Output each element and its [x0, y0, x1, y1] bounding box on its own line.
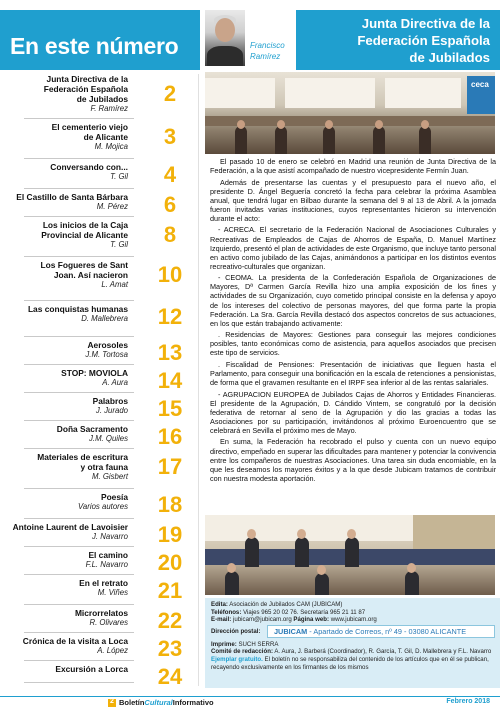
- photo-person: [245, 537, 259, 567]
- meeting-table: [205, 116, 495, 126]
- email-link[interactable]: jubicam@jubicam.org: [233, 616, 292, 624]
- credits-disclaimer: [211, 656, 491, 671]
- index-heading: En este número: [10, 33, 179, 59]
- toc-item-page-number: 17: [157, 454, 183, 479]
- web-link[interactable]: www.jubicam.org: [330, 616, 377, 624]
- toc-item-title: Materiales de escritura: [37, 452, 128, 462]
- toc-item-divider: [24, 256, 134, 257]
- toc-item-author: F.L. Navarro: [85, 560, 128, 569]
- toc-item-divider: [24, 574, 134, 575]
- photo-curtain: [413, 515, 495, 553]
- photo-wall-panel: [285, 78, 375, 108]
- toc-item-page-number: 21: [157, 578, 183, 603]
- article-byline: [250, 40, 285, 62]
- address-org: JUBICAM: [274, 626, 308, 636]
- toc-item-author: D. Mallebrera: [81, 314, 128, 323]
- toc-item-page-number: 24: [157, 664, 183, 689]
- footer-brand-start: Boletín: [119, 698, 145, 707]
- photo-person-head: [325, 120, 333, 129]
- article-paragraph: El pasado 10 de enero se celebró en Madrid una reunión de Junta Directiva de la Federación, a la que asistí acompañado de nuestro vicepresidente Fermín Juan.: [210, 157, 496, 176]
- toc-item-divider: [24, 660, 134, 661]
- credits-box: [205, 598, 500, 688]
- toc-item-divider: [24, 118, 134, 119]
- edita-value: Asociación de Jubilados CAM (JUBICAM): [229, 601, 343, 608]
- toc-item-page-number: 4: [163, 162, 177, 187]
- toc-item-title: Joan. Así nacieron: [53, 270, 128, 280]
- photo-person: [345, 537, 359, 567]
- toc-item-author: M. Mojica: [94, 142, 128, 151]
- toc-item-page-number: 15: [157, 396, 183, 421]
- toc-item-title: STOP: MOVIOLA: [61, 368, 128, 378]
- toc-item-divider: [24, 604, 134, 605]
- toc-item-page-number: 16: [157, 424, 183, 449]
- credits-phones: [211, 609, 494, 617]
- photo-person: [275, 126, 287, 154]
- footer-brand-mid: Cultural: [144, 698, 173, 707]
- toc-item-author: T. Gil: [110, 240, 128, 249]
- toc-item-page-number: 2: [163, 81, 177, 106]
- assembly-photo: [205, 515, 495, 595]
- article-list-item: . Residencias de Mayores: Gestiones para conseguir las mejores condiciones posibles, tanto económicas como de asistencia, para aquellos asociados que precisen este tipo de servicios.: [210, 330, 496, 358]
- toc-item-title: y otra fauna: [80, 462, 128, 472]
- article-list-item: . Fiscalidad de Pensiones: Presentación de iniciativas que lleguen hasta el Parlamento, para conseguir una bonificación en la escala de retenciones a pensionistas, de forma que el gravamen resultante en el IRPF sea inferior al de las rentas salariales.: [210, 359, 496, 388]
- footer-brand-end: Informativo: [172, 698, 214, 707]
- credits-committee: [211, 648, 494, 656]
- photo-person: [419, 126, 431, 154]
- credits-contact: [211, 616, 494, 624]
- credits-edita: [211, 601, 494, 609]
- toc-item-title: de Alicante: [83, 132, 128, 142]
- toc-item-divider: [24, 300, 134, 301]
- toc-item-page-number: 22: [157, 608, 183, 633]
- toc-item-title: Junta Directiva de la: [46, 74, 128, 84]
- article-list-item: - AGRUPACION EUROPEA de Jubilados Cajas de Ahorros y Entidades Financieras. El presidente de la Agrupación, D. Cándido Vintem, se congratuló por la decisión federativa de retornar al seno de la Agrupación y dio las gracias a todas las Asociaciones por su participación, invitándonos al próximo Euroencuentro que se celebrará en Sevilla el próximo mes de Mayo.: [210, 389, 496, 435]
- article-list-item: - CEOMA. La presidenta de la Confederación Española de Organizaciones de Mayores, Dª Carmen García Revilla hizo una amplia exposición de los fines y actividades de su Organización, cuyo cometido principal consiste en la defensa y apoyo de los intereses del colectivo de personas mayores, del que forma parte la propia Federación. La Sra. García Revilla destacó dos aspectos concretos de sus actuaciones, en los que están trabajando activamente:: [210, 273, 496, 328]
- toc-item-author: L. Amat: [101, 280, 128, 289]
- index-header: [0, 10, 200, 70]
- photo-person-head: [347, 529, 356, 539]
- toc-item-page-number: 12: [157, 304, 183, 329]
- photo-person-head: [247, 529, 256, 539]
- portrait-face: [215, 18, 235, 42]
- toc-item-title: de Jubilados: [76, 94, 128, 104]
- toc-item-divider: [24, 364, 134, 365]
- toc-item-page-number: 18: [157, 492, 183, 517]
- toc-item-page-number: 10: [157, 262, 183, 287]
- toc-item-title: Federación Española: [43, 84, 128, 94]
- credits-print: [211, 641, 494, 649]
- toc-item-page-number: 19: [157, 522, 183, 547]
- toc-item-page-number: 13: [157, 340, 183, 365]
- photo-person: [315, 573, 329, 595]
- committee-label: Comité de redacción:: [211, 648, 273, 656]
- meeting-photo: [205, 72, 495, 154]
- photo-person-head: [317, 565, 326, 575]
- photo-wall-panel: [385, 78, 461, 108]
- toc-item-title: Las conquistas humanas: [27, 304, 128, 314]
- phones-label: Teléfonos:: [211, 608, 242, 616]
- toc-item-author: F. Ramírez: [90, 104, 128, 113]
- toc-item-page-number: 8: [163, 222, 177, 247]
- toc-item-page-number: 23: [157, 636, 183, 661]
- toc-item-author: M. Pérez: [96, 202, 128, 211]
- screen-logo-text: ceca: [471, 80, 489, 89]
- author-portrait: [205, 10, 245, 66]
- toc-item-title: Los inicios de la Caja: [42, 220, 128, 230]
- toc-item-divider: [24, 158, 134, 159]
- toc-item-divider: [24, 448, 134, 449]
- toc-item-author: A. López: [97, 646, 128, 655]
- toc-item-title: Palabros: [92, 396, 128, 406]
- portrait-suit: [207, 46, 243, 66]
- article-paragraph: En suma, la Federación ha recobrado el pulso y cuenta con un nuevo equipo directivo, empeñado en superar las dificultades para mantener y potenciar la convivencia entre los compañeros de nuestras Asociaciones. Una tarea sin duda encomiable, en la que les deseamos los mayores éxitos y a la que desde Jubicam tratamos de contribuir con nuestra modesta aportación.: [210, 437, 496, 483]
- web-label: Página web:: [293, 616, 329, 624]
- toc-item-title: Aerosoles: [87, 340, 128, 350]
- toc-item-author: T. Gil: [110, 172, 128, 181]
- toc-item-author: J.M. Tortosa: [85, 350, 128, 359]
- toc-item-author: R. Olivares: [89, 618, 128, 627]
- footer-rule: [0, 696, 500, 697]
- toc-item-divider: [24, 188, 134, 189]
- address-value: - Apartado de Correos, nº 49 - 03080 ALICANTE: [307, 626, 467, 636]
- toc-item-page-number: 6: [163, 192, 177, 217]
- free-label: Ejemplar gratuito.: [211, 655, 263, 663]
- disclaimer-text: El boletín no se responsabiliza del contenido de los artículos que en él se publican, recayendo exclusivamente en los firmantes de los mismos: [211, 655, 489, 671]
- toc-item-title: Excursión a Lorca: [55, 664, 128, 674]
- photo-person: [323, 126, 335, 154]
- edita-label: Edita:: [211, 601, 228, 608]
- article-title-band: [296, 10, 500, 70]
- toc-item-author: J. Jurado: [95, 406, 128, 415]
- article-title-line-1: Junta Directiva de la: [361, 16, 490, 31]
- toc-item-page-number: 14: [157, 368, 183, 393]
- article-title-line-2: Federación Española: [357, 33, 490, 48]
- toc-item-divider: [24, 336, 134, 337]
- footer-date: Febrero 2018: [446, 698, 490, 705]
- toc-item-page-number: 20: [157, 550, 183, 575]
- photo-person-head: [421, 120, 429, 129]
- toc-item-title: Microrrelatos: [74, 608, 128, 618]
- photo-person: [373, 126, 385, 154]
- credits-address: [211, 625, 494, 639]
- toc-item-title: El Castillo de Santa Bárbara: [16, 192, 128, 202]
- toc-item-divider: [24, 632, 134, 633]
- toc-item-divider: [24, 420, 134, 421]
- toc-item-divider: [24, 488, 134, 489]
- photo-person: [295, 537, 309, 567]
- footer-page-number: 2: [110, 698, 114, 705]
- footer-brand: [119, 698, 214, 707]
- toc-item-title: Poesía: [100, 492, 128, 502]
- photo-person-head: [297, 529, 306, 539]
- photo-person-head: [407, 563, 416, 573]
- toc-item-title: Conversando con...: [50, 162, 128, 172]
- committee-value: A. Aura, J. Barberá (Coordinador), R. García, T. Gil, D. Mallebrera y F.L. Navarro: [274, 648, 492, 656]
- address-label: Dirección postal:: [211, 627, 261, 635]
- photo-person: [225, 571, 239, 595]
- toc-item-author: M. Viñes: [97, 588, 128, 597]
- toc-item-title: El camino: [88, 550, 128, 560]
- toc-item-divider: [24, 546, 134, 547]
- toc-item-divider: [24, 682, 134, 683]
- photo-person: [405, 571, 419, 595]
- toc-item-author: M. Gisbert: [92, 472, 128, 481]
- author-last-name: Ramírez: [250, 52, 281, 61]
- photo-person-head: [237, 120, 245, 129]
- toc-item-title: Antoine Laurent de Lavoisier: [12, 522, 128, 532]
- author-first-name: Francisco: [250, 41, 285, 50]
- table-of-contents: [0, 74, 200, 689]
- toc-item-title: En el retrato: [79, 578, 128, 588]
- photo-person-head: [227, 563, 236, 573]
- photo-person-head: [277, 120, 285, 129]
- toc-item-divider: [24, 216, 134, 217]
- toc-item-divider: [24, 392, 134, 393]
- address-box: [267, 625, 495, 638]
- article-paragraph: Además de presentarse las cuentas y el presupuesto para el nuevo año, el presidente D. Ángel Beguería concretó la fecha para celebrar la próxima Asamblea anual, que tendrá lugar en Bilbao durante la semana del 9 al 13 de Abril. A la jornada fueron invitadas varias instituciones, cuyos representantes hicieron su intervención durante el acto:: [210, 177, 496, 223]
- photo-person: [235, 126, 247, 154]
- toc-item-author: A. Aura: [102, 378, 128, 387]
- phones-value: Viajes 965 20 02 76. Secretaría 965 21 11 87: [243, 608, 366, 616]
- toc-item-author: J. Navarro: [92, 532, 128, 541]
- toc-item-title: Los Fogueres de Sant: [40, 260, 128, 270]
- article-title-line-3: de Jubilados: [409, 50, 490, 65]
- article-body: [210, 157, 496, 485]
- toc-item-title: Provincial de Alicante: [41, 230, 128, 240]
- toc-item-page-number: 3: [163, 124, 177, 149]
- photo-wall-panel: [205, 78, 275, 108]
- print-label: Imprime:: [211, 640, 237, 648]
- print-value: SUCH SERRA: [238, 640, 279, 648]
- photo-person-head: [375, 120, 383, 129]
- article-list-item: - ACRECA. El secretario de la Federación Nacional de Asociaciones Culturales y Recreativas de Empleados de Cajas de Ahorros de España, D. Manuel Martínez Izquierdo, presentó el plan de actividades de este Organismo, que incluye tanto personal en activo como jubilado de las Cajas, animándonos a participar en los distintos eventos recreativo-culturales que organizan.: [210, 225, 496, 271]
- toc-item-divider: [24, 518, 134, 519]
- toc-item-title: El cementerio viejo: [51, 122, 128, 132]
- toc-item-title: Crónica de la visita a Loca: [22, 636, 128, 646]
- email-label: E-mail:: [211, 616, 232, 624]
- toc-item-author: Varios autores: [78, 502, 128, 511]
- index-divider: [198, 74, 199, 686]
- toc-item-author: J.M. Quiles: [89, 434, 128, 443]
- toc-item-title: Doña Sacramento: [56, 424, 128, 434]
